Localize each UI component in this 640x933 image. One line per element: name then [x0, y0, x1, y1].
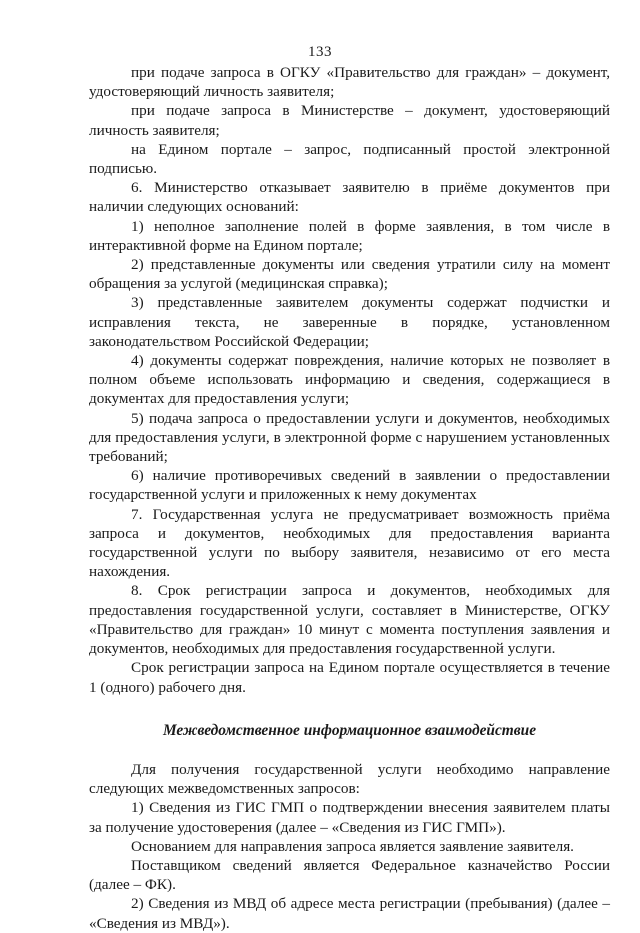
list-item: 4) документы содержат повреждения, наличие которых не позволяет в полном объеме использовать информацию и сведения, содержащиеся в документах для предоставления услуги; [89, 352, 610, 408]
paragraph: при подаче запроса в Министерстве – документ, удостоверяющий личность заявителя; [89, 102, 610, 139]
paragraph: при подаче запроса в ОГКУ «Правительство для граждан» – документ, удостоверяющий личность заявителя; [89, 64, 610, 101]
list-item: 1) Сведения из ГИС ГМП о подтверждении внесения заявителем платы за получение удостоверения (далее – «Сведения из ГИС ГМП»). [89, 799, 610, 836]
list-item: 6) наличие противоречивых сведений в заявлении о предоставлении государственной услуги и приложенных к нему документах [89, 467, 610, 504]
paragraph: 7. Государственная услуга не предусматривает возможность приёма запроса и документов, необходимых для предоставления варианта государственной услуги по выбору заявителя, независимо от его места нахождения. [89, 505, 610, 581]
list-item: 1) неполное заполнение полей в форме заявления, в том числе в интерактивной форме на Едином портале; [89, 217, 610, 254]
paragraph: 8. Срок регистрации запроса и документов, необходимых для предоставления государственной услуги, составляет в Министерстве, ОГКУ «Правительство для граждан» 10 минут с момента поступления заявления и документов, необходимых для предоставления государственной услуги. [89, 582, 610, 658]
list-item: 2) представленные документы или сведения утратили силу на момент обращения за услугой (медицинская справка); [89, 256, 610, 293]
paragraph: Срок регистрации запроса на Едином портале осуществляется в течение 1 (одного) рабочего дня. [89, 659, 610, 696]
section-heading: Межведомственное информационное взаимодействие [162, 721, 537, 739]
list-item: 2) Сведения из МВД об адресе места регистрации (пребывания) (далее – «Сведения из МВД»). [89, 895, 610, 932]
list-item: 5) подача запроса о предоставлении услуги и документов, необходимых для предоставления услуги, в электронной форме с нарушением установленных требований; [89, 409, 610, 466]
paragraph: 6. Министерство отказывает заявителю в приёме документов при наличии следующих оснований: [89, 179, 610, 216]
document-body [89, 63, 610, 933]
paragraph: Поставщиком сведений является Федеральное казначейство России (далее – ФК). [89, 856, 610, 894]
paragraph: Основанием для направления запроса является заявление заявителя. [131, 837, 574, 855]
paragraph: на Едином портале – запрос, подписанный простой электронной подписью. [89, 140, 610, 178]
page-number: 133 [308, 44, 332, 60]
paragraph: Для получения государственной услуги необходимо направление следующих межведомственных запросов: [89, 760, 610, 798]
list-item: 3) представленные заявителем документы содержат подчистки и исправления текста, не заверенные в порядке, установленном законодательством Российской Федерации; [89, 294, 610, 350]
